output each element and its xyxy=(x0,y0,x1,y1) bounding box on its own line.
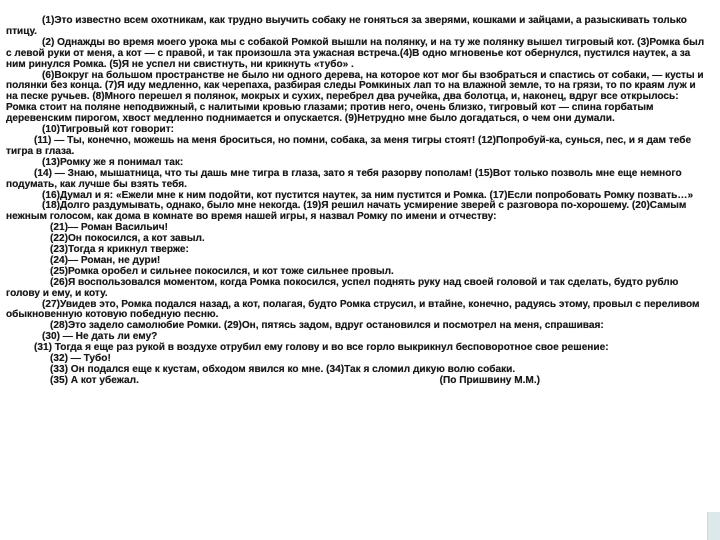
paragraph-1: (1)Это известно всем охотникам, как трудно выучить собаку не гоняться за зверями, кошками и зайцами, а разыскивать только птицу. xyxy=(6,15,687,37)
paragraph-11: (22)Он покосился, а кот завыл. xyxy=(50,233,205,245)
paragraph-22 xyxy=(6,376,710,387)
paragraph-20: (32) — Тубо! xyxy=(50,353,111,365)
paragraph-19: (31) Тогда я еще раз рукой в воздухе отрубил ему голову и во все горло выкрикнул бесповоротное свое решение: xyxy=(34,342,609,354)
paragraph-7: (14) — Знаю, мышатница, что ты дашь мне тигра в глаза, зато я тебя разорву пополам! (15)Вот только позволь мне еще немного подумать, как лучше бы взять тебя. xyxy=(6,167,682,190)
paragraph-13: (24)— Роман, не дури! xyxy=(50,254,161,266)
paragraph-21: (33) Он подался еще к кустам, обходом явился ко мне. (34)Так я сломил дикую волю собаки. xyxy=(50,364,516,375)
paragraph-17: (28)Это задело самолюбие Ромки. (29)Он, пятясь задом, вдруг остановился и посмотрел на меня, спрашивая: xyxy=(50,320,604,332)
author-signature: (По Пришвину М.М.) xyxy=(439,374,540,386)
paragraph-8: (16)Думал и я: «Ежели мне к ним подойти, кот пустится наутек, за ним пустится и Ромка. (17)Если попробовать Ромку позвать…» xyxy=(42,189,694,201)
paragraph-2: (2) Однажды во время моего урока мы с собакой Ромкой вышли на полянку, и на ту же полянку вышел тигровый кот. (3)Ромка был с левой руки от меня, а кот — с правой, и так произошла эта ужасная встреча.(4)В одно мгновенье кот обернулся, пустился наутек, а за ним ринулся Ромка. (5)Я не успел ни свистнуть, ни крикнуть «тубо» . xyxy=(6,36,705,70)
paragraph-15: (26)Я воспользовался моментом, когда Ромка покосился, успел поднять руку над своей головой и так сделать, будто рублю голову и ему, и коту. xyxy=(6,276,679,299)
scroll-corner xyxy=(707,512,720,540)
paragraph-6: (13)Ромку же я понимал так: xyxy=(42,156,184,168)
paragraph-10: (21)— Роман Васильич! xyxy=(50,222,168,234)
paragraph-18: (30) — Не дать ли ему? xyxy=(42,331,158,343)
story-text xyxy=(6,16,710,387)
closing-line: (35) А кот убежал. xyxy=(50,374,139,386)
paragraph-16: (27)Увидев это, Ромка подался назад, а кот, полагая, будто Ромка струсил, и втайне, конечно, радуясь этому, провыл с переливом обыкновенную котовую победную песню. xyxy=(6,298,700,321)
paragraph-12: (23)Тогда я крикнул тверже: xyxy=(50,244,189,256)
paragraph-14: (25)Ромка оробел и сильнее покосился, и кот тоже сильнее провыл. xyxy=(50,265,394,277)
paragraph-5: (11) — Ты, конечно, можешь на меня броситься, но помни, собака, за меня тигры стоят! (12)Попробуй-ка, сунься, пес, и я дам тебе тигра в глаза. xyxy=(6,134,692,157)
paragraph-9: (18)Долго раздумывать, однако, было мне некогда. (19)Я решил начать усмирение зверей с разговора по-хорошему. (20)Самым нежным голосом, как дома в комнате во время нашей игры, я назвал Ромку по имени и отчеству: xyxy=(6,200,687,223)
paragraph-3: (6)Вокруг на большом пространстве не было ни одного дерева, на которое кот мог бы взобраться и спастись от собаки, — кусты и полянки без конца. (7)Я иду медленно, как черепаха, разбирая следы Ромкиных лап то на влажной земле, то на грязи, то по краям луж и на песке ручьев. (8)Много перешел я полянок, мокрых и сухих, перебрел два ручейка, два болотца, и, наконец, вдруг все открылось: Ромка стоит на поляне неподвижный, с налитыми кровью глазами; против него, очень близко, тигровый кот — спина горбатым деревенским пирогом, хвост медленно поднимается и опускается. (9)Нетрудно мне было догадаться, о чем они думали. xyxy=(6,69,704,125)
paragraph-4: (10)Тигровый кот говорит: xyxy=(42,124,175,136)
